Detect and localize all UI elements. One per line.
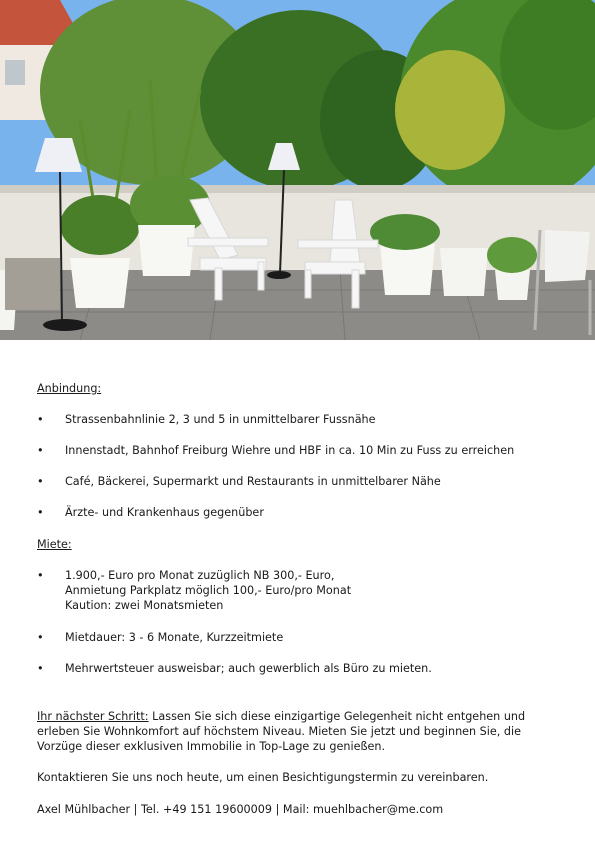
bullet-icon: • [37,506,44,519]
bullet-icon: • [37,631,44,644]
miete-heading: Miete: [37,538,72,551]
bullet-icon: • [37,662,44,675]
terrace-illustration [0,0,595,340]
bullet-icon: • [37,475,44,488]
terrace-photo [0,0,595,340]
next-step-paragraph [37,709,562,754]
bullet-icon: • [37,569,44,582]
next-step-label: Ihr nächster Schritt: [37,710,149,723]
contact-call: Kontaktieren Sie uns noch heute, um einen Besichtigungstermin zu vereinbaren. [37,771,489,784]
anbindung-heading: Anbindung: [37,382,102,395]
bullet-icon: • [37,444,44,457]
bullet-icon: • [37,413,44,426]
contact-line: Axel Mühlbacher | Tel. +49 151 19600009 | Mail: muehlbacher@me.com [37,803,444,816]
next-step-text: Lassen Sie sich diese einzigartige Gelegenheit nicht entgehen und erleben Sie Wohnkomfort auf höchstem Niveau. Mieten Sie jetzt und beginnen Sie, die Vorzüge dieser exklusiven Immobilie in Top-Lage zu genießen. [37,710,526,753]
